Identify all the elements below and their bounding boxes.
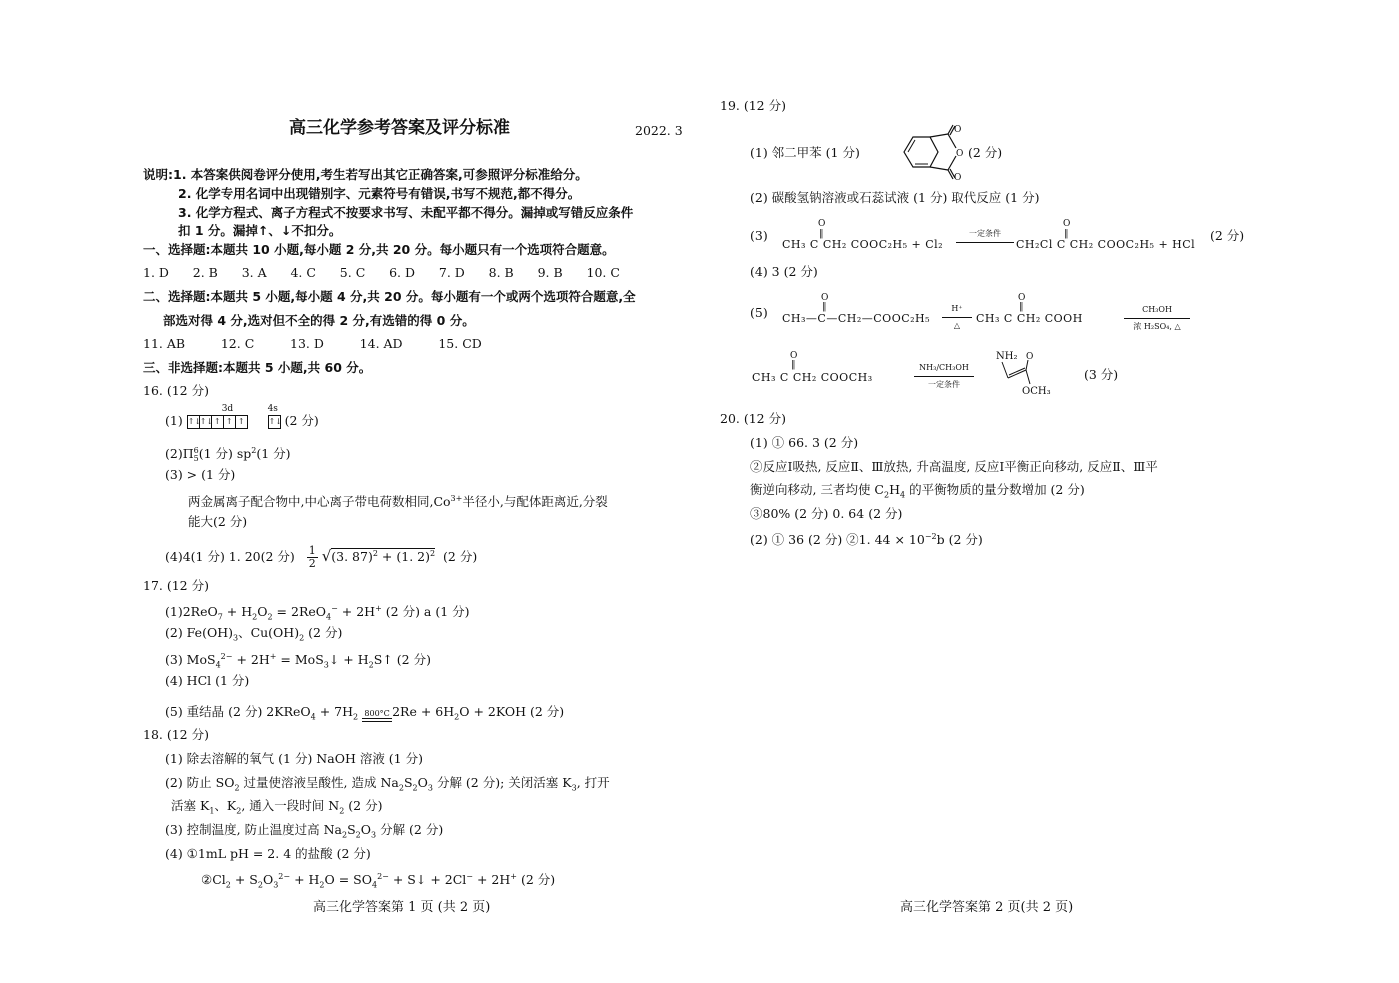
q19-p5-cond3: NH₃/CH₃OH 一定条件 — [914, 360, 974, 393]
orbital-box: ↑↓ — [187, 415, 200, 429]
q19-p5-mid: CH₃ C CH₂ COOH — [976, 312, 1083, 325]
footer-page-2: 高三化学答案第 2 页(共 2 页) — [900, 900, 1074, 915]
orbital-box: ↑ — [236, 415, 248, 429]
footer-page-1: 高三化学答案第 1 页 (共 2 页) — [313, 900, 491, 915]
orbital-label-3d: 3d — [221, 404, 234, 414]
q19-p3-right: CH₂Cl C CH₂ COOC₂H₅ + HCl — [1016, 238, 1196, 251]
oxygen-label: O — [954, 125, 962, 135]
q19-p5-cond1: H⁺ △ — [942, 301, 972, 334]
phthalic-anhydride-structure — [898, 122, 978, 182]
note-4: 扣 1 分。漏掉↑、↓不扣分。 — [178, 223, 342, 238]
carbonyl-o: O — [821, 293, 829, 303]
q17-head: 17. (12 分) — [143, 578, 209, 593]
carbonyl-bond: ‖ — [819, 229, 824, 239]
q17-p5: (5) 重结晶 (2 分) 2KReO$_4$ + $7H_2$ 800°C $2Re + 6H_2O + 2KOH$ (2 分) — [165, 704, 565, 722]
carbonyl-bond: ‖ — [1019, 302, 1024, 312]
answer-11: 11. AB — [143, 336, 186, 351]
q19-p5-cond2: CH₃OH 浓 H₂SO₄, △ — [1124, 302, 1190, 335]
section1-answers — [143, 265, 620, 281]
q19-p3-left: CH₃ C CH₂ COOC₂H₅ + Cl₂ — [782, 238, 944, 251]
oxygen-label: O — [956, 149, 964, 159]
q19-p5-label: (5) — [750, 305, 768, 320]
carbonyl-bond: ‖ — [822, 302, 827, 312]
orbital-box: ↑ — [212, 415, 224, 429]
q18-p5: $②Cl_2 + S_2O_3^{2-} + H_2O = SO_4^{2-}$ + S↓ + 2Cl− + 2H+ (2 分) — [201, 872, 556, 890]
q19-head: 19. (12 分) — [720, 98, 786, 113]
page-title: 高三化学参考答案及评分标准 — [289, 118, 510, 138]
section1-heading: 一、选择题:本题共 10 小题,每小题 2 分,共 20 分。每小题只有一个选项符合题意。 — [143, 242, 615, 257]
note-2: 2. 化学专用名词中出现错别字、元素符号有错误,书写不规范,都不得分。 — [178, 186, 581, 201]
q16-p3: (3) > (1 分) — [165, 467, 236, 482]
q19-p3-score: (2 分) — [1210, 228, 1245, 243]
q20-p4: (2) ① 36 (2 分) ②1. $44 \times 10^{-2}b$ (2 分) — [750, 532, 983, 548]
q16-p3-line2: 能大(2 分) — [188, 514, 248, 529]
q19-p1: (1) 邻二甲苯 (1 分) — [750, 145, 860, 160]
q18-p2-line2: 活塞 $K_1$、$K_2$, 通入一段时间 $N_2$ (2 分) — [171, 798, 383, 816]
q19-p2: (2) 碳酸氢钠溶液或石蕊试液 (1 分) 取代反应 (1 分) — [750, 190, 1040, 205]
q17-p3: (3) MoS$_4^{2-}$ + 2H+ = MoS$_3$↓ + $H_2S↑$ (2 分) — [165, 652, 431, 670]
orbital-box: ↑↓ — [200, 415, 212, 429]
orbital-label-4s: 4s — [267, 404, 278, 414]
carbonyl-o: O — [1018, 293, 1026, 303]
q18-p1: (1) 除去溶解的氧气 (1 分) NaOH 溶液 (1 分) — [165, 751, 423, 766]
reaction-condition: 800°C — [364, 708, 390, 718]
carbonyl-o: O — [1026, 352, 1034, 362]
q19-p5-left: CH₃—C—CH₂—COOC₂H₅ — [782, 312, 931, 325]
q19-p3-label: (3) — [750, 228, 768, 243]
q18-p4: (4) ①1mL pH = 2. 4 的盐酸 (2 分) — [165, 846, 371, 861]
q20-p1: (1) ① 66. 3 (2 分) — [750, 435, 859, 450]
q18-p3: (3) 控制温度, 防止温度过高 $Na_2S_2O_3$ 分解 (2 分) — [165, 822, 444, 840]
q19-p5-score: (3 分) — [1084, 367, 1119, 382]
q16-p4: (4)4(1 分) 1. 20(2 分) $\frac{1}{2}$ √(3. 87)$^2$ + (1. 2)$^2$ (2 分) — [165, 544, 478, 570]
answer-3: 3. A — [241, 265, 267, 280]
carbonyl-bond: ‖ — [1064, 229, 1069, 239]
section3-heading: 三、非选择题:本题共 5 小题,共 60 分。 — [143, 360, 372, 375]
q16-p3-line1: 两金属离子配合物中,中心离子带电荷数相同$,Co^{3+}$半径小,与配体距离近,分裂 — [188, 494, 608, 510]
q18-p2-line1: (2) 防止 $SO_2$ 过量使溶液呈酸性, 造成 $Na_2S_2O_3$ 分解 (2 分); 关闭活塞 $K_3$, 打开 — [165, 775, 610, 793]
q19-p4: (4) 3 (2 分) — [750, 264, 818, 279]
q16-p1: (1) 3d ↑↓↑↓↑ ↑ ↑ 4s ↑↓ (2 分) — [165, 413, 319, 429]
q19-p3-condition: 一定条件 — [956, 226, 1014, 243]
section2-heading-2: 部选对得 4 分,选对但不全的得 2 分,有选错的得 0 分。 — [163, 313, 475, 328]
q17-p1: $(1)2ReO_7 + H_2O_2 = 2ReO_4^- + 2H^+$ (2 分) a (1 分) — [165, 604, 470, 622]
q17-p4: (4) HCl (1 分) — [165, 673, 250, 688]
oxygen-label: O — [954, 173, 962, 183]
q19-p1-score: (2 分) — [968, 145, 1003, 160]
note-3: 3. 化学方程式、离子方程式不按要求书写、未配平都不得分。漏掉或写错反应条件 — [178, 205, 634, 220]
q18-head: 18. (12 分) — [143, 727, 209, 742]
answer-15: 15. CD — [438, 336, 482, 351]
answer-5: 5. C — [339, 265, 366, 280]
q16-p2: (2)Π 6 5 (1 分) $sp^2(1$ 分) — [165, 445, 291, 463]
q16-head: 16. (12 分) — [143, 383, 209, 398]
answer-4: 4. C — [290, 265, 316, 280]
answer-14: 14. AD — [359, 336, 403, 351]
answer-6: 6. D — [389, 265, 416, 280]
exam-date: 2022. 3 — [635, 123, 683, 138]
q17-p2: (2) $Fe(OH)_3$、$Cu(OH)_2$ (2 分) — [165, 625, 343, 643]
carbonyl-bond: ‖ — [791, 360, 796, 370]
carbonyl-o: O — [818, 219, 826, 229]
q20-p2-line2: 衡逆向移动, 三者均使 $C_2H_4$ 的平衡物质的量分数增加 (2 分) — [750, 482, 1085, 500]
orbital-box-4s: ↑↓ — [268, 415, 281, 429]
answer-1: 1. D — [143, 265, 169, 280]
q19-p5-row2-left: CH₃ C CH₂ COOCH₃ — [752, 371, 873, 384]
q20-p3: ③80% (2 分) 0. 64 (2 分) — [750, 506, 903, 521]
section2-heading-1: 二、选择题:本题共 5 小题,每小题 4 分,共 20 分。每小题有一个或两个选项符合题意,全 — [143, 289, 636, 304]
answer-2: 2. B — [192, 265, 218, 280]
answer-7: 7. D — [438, 265, 465, 280]
answer-13: 13. D — [290, 336, 324, 351]
section2-answers — [143, 336, 482, 352]
amino-group: NH₂ — [996, 351, 1018, 362]
q20-p2-line1: ②反应Ⅰ吸热, 反应Ⅱ、Ⅲ放热, 升高温度, 反应Ⅰ平衡正向移动, 反应Ⅱ、Ⅲ平 — [750, 459, 1158, 474]
note-1: 说明:1. 本答案供阅卷评分使用,考生若写出其它正确答案,可参照评分标准给分。 — [143, 167, 588, 182]
methoxy-group: OCH₃ — [1022, 386, 1051, 397]
carbonyl-o: O — [1063, 219, 1071, 229]
carbonyl-o: O — [790, 351, 798, 361]
answer-12: 12. C — [220, 336, 255, 351]
answer-9: 9. B — [537, 265, 563, 280]
orbital-box: ↑ — [224, 415, 236, 429]
q20-head: 20. (12 分) — [720, 411, 786, 426]
answer-10: 10. C — [586, 265, 620, 280]
answer-8: 8. B — [488, 265, 514, 280]
